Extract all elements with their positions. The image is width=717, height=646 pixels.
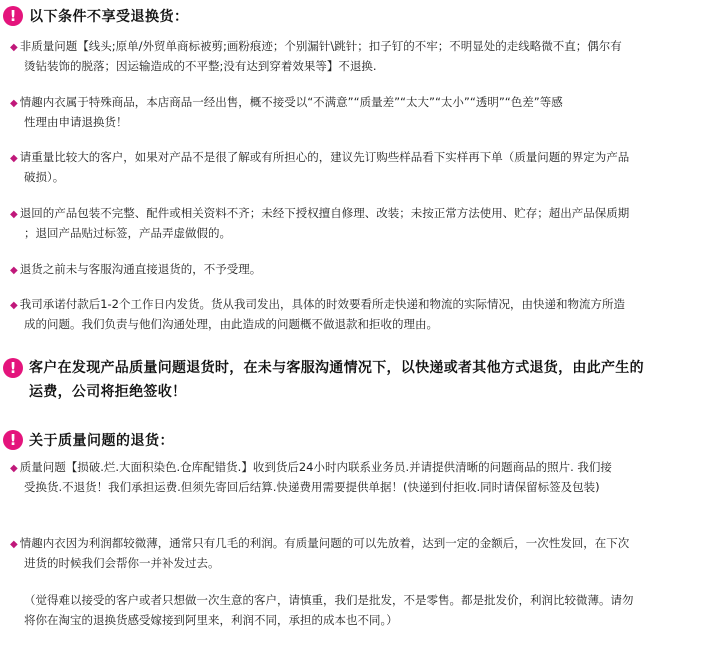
closing-note: （觉得难以接受的客户或者只想做一次生意的客户，请慎重，我们是批发，不是零售。都是批发价，利润比较微薄。请勿 将你在淘宝的退换货感受嫁接到阿里来，利润不同，承担的成本也不同。） xyxy=(24,593,634,627)
list-item: ◆ 退回的产品包装不完整、配件或相关资料不齐；未经下授权擅自修理、改装；未按正常方法使用、贮存；超出产品保质期 ；退回产品贴过标签，产品弄虚做假的。 xyxy=(10,206,630,240)
diamond-bullet-icon: ◆ xyxy=(10,265,18,276)
list-item: ◆ 情趣内衣因为利润都较微薄，通常只有几毛的利润。有质量问题的可以先放着，达到一定的金额后，一次性发回，在下次 进货的时候我们会帮你一并补发过去。 xyxy=(10,536,630,570)
list-item: ◆ 质量问题【损破.烂.大面积染色.仓库配错货.】收到货后24小时内联系业务员.并请提供清晰的问题商品的照片. 我们接 受换货.不退货！我们承担运费.但须先寄回后结算.快递费用需要提供单据！(快递到付拒收.同时请保留标签及包装) xyxy=(10,460,612,494)
list-item: ◆ 情趣内衣属于特殊商品，本店商品一经出售，概不接受以“不满意”“质量差”“太大”“太小”“透明”“色差”等感 性理由申请退换货！ xyxy=(10,95,563,129)
diamond-bullet-icon: ◆ xyxy=(10,153,18,164)
list-item: ◆ 我司承诺付款后1-2个工作日内发货。货从我司发出，具体的时效要看所走快递和物流的实际情况，由快递和物流方所造 成的问题。我们负责与他们沟通处理，由此造成的问题概不做退款和拒收的理由。 xyxy=(10,297,625,331)
section-heading-refusal xyxy=(3,356,717,404)
exclamation-badge-icon: ! xyxy=(3,358,23,378)
section-title: 运费，公司将拒绝签收！ xyxy=(29,384,187,400)
section-heading-no-return xyxy=(3,6,189,26)
list-item: ◆ 退货之前未与客服沟通直接退货的，不予受理。 xyxy=(10,262,262,276)
list-item: ◆ 非质量问题【线头;原单/外贸单商标被剪;画粉痕迹；个别漏针\跳针；扣子钉的不牢；不明显处的走线略微不直；偶尔有 烫钻装饰的脱落；因运输造成的不平整;没有达到穿着效果等】不退换. xyxy=(10,39,622,73)
diamond-bullet-icon: ◆ xyxy=(10,300,18,311)
diamond-bullet-icon: ◆ xyxy=(10,463,18,474)
diamond-bullet-icon: ◆ xyxy=(10,539,18,550)
diamond-bullet-icon: ◆ xyxy=(10,42,18,53)
section-title: 关于质量问题的退货： xyxy=(29,433,174,449)
section-title: 客户在发现产品质量问题退货时，在未与客服沟通情况下，以快递或者其他方式退货，由此产生的 xyxy=(29,360,644,376)
section-title: 以下条件不享受退换货： xyxy=(29,9,189,25)
section-heading-quality-return xyxy=(3,430,174,450)
exclamation-badge-icon: ! xyxy=(3,6,23,26)
diamond-bullet-icon: ◆ xyxy=(10,98,18,109)
list-item: ◆ 请重量比较大的客户，如果对产品不是很了解或有所担心的，建议先订购些样品看下实样再下单（质量问题的界定为产品 破损）。 xyxy=(10,150,630,184)
diamond-bullet-icon: ◆ xyxy=(10,209,18,220)
exclamation-badge-icon: ! xyxy=(3,430,23,450)
